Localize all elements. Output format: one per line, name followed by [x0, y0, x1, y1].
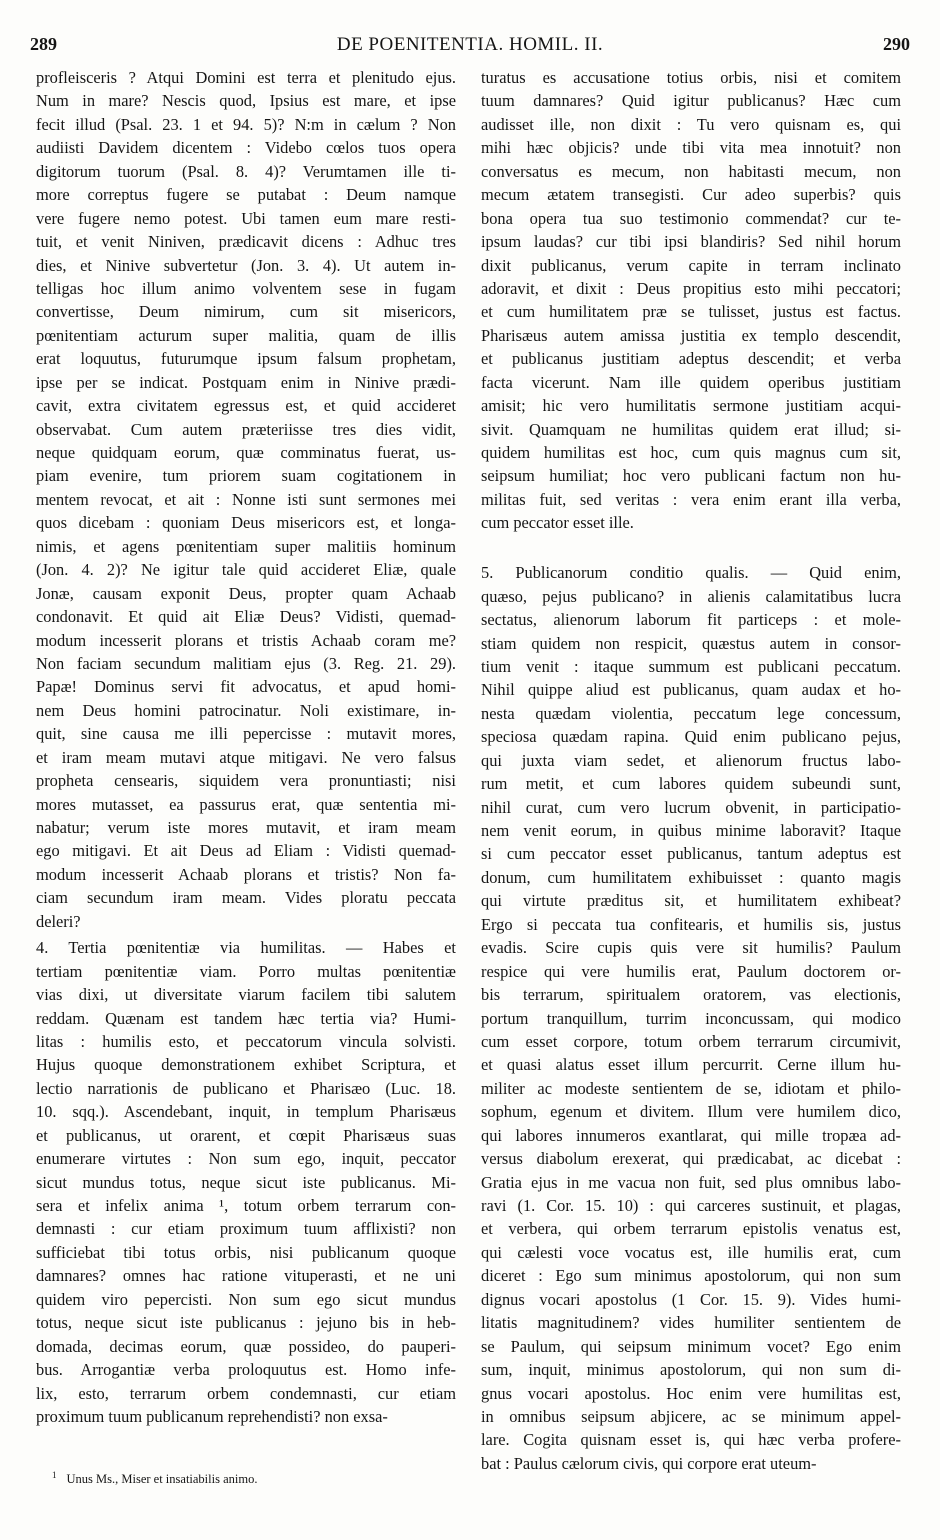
left-column-line: et iram meam mutavi atque mitigavi. Ne vero falsus: [36, 747, 456, 767]
left-column-line: lectio narrationis de publicano et Pharisæo (Luc. 18.: [36, 1078, 456, 1098]
left-column-line: sicut mundus totus, neque sicut iste publicanus. Mi-: [36, 1172, 456, 1192]
footnote-mark: 1: [52, 1470, 57, 1480]
left-column-line: mentem revocat, et ait : Nonne isti sunt sermones mei: [36, 489, 456, 509]
right-column-line: in omnibus seipsum abjicere, ac se minimum appel-: [481, 1406, 901, 1426]
left-column-line: Papæ! Dominus servi fit advocatus, et apud homi-: [36, 677, 456, 697]
running-title: DE POENITENTIA. HOMIL. II.: [336, 34, 604, 55]
left-column-line: Hujus quoque demonstrationem exhibet Scriptura, et: [36, 1055, 456, 1075]
right-column-line: Nihil quippe aliud est publicanus, quam audax et ho-: [481, 680, 901, 700]
right-column-line: lare. Cogita quisnam esset is, qui hæc verba profere-: [481, 1430, 901, 1450]
right-column-line: ravi (1. Cor. 15. 10) : qui carceres sustinuit, et plagas,: [481, 1196, 901, 1215]
right-column-line: quæso, pejus publicano? in alienis calamitatibus lucra: [481, 586, 901, 606]
right-column-line: diceret : Ego sum minimus apostolorum, qui non sum: [481, 1266, 901, 1286]
left-column-line: pœnitentiam acturum super malitia, quam de illis: [36, 325, 456, 345]
left-column-line: condonavit. Et quid ait Eliæ Deus? Vidisti, quemad-: [36, 607, 456, 627]
right-column-line: facta vicerunt. Nam ille quidem operibus justitiam: [481, 372, 901, 392]
left-column-line: nimis, et agens pœnitentiam super malitiis hominum: [36, 536, 456, 556]
right-column-line: tuum damnares? Quid igitur publicanus? Hæc cum: [481, 91, 901, 111]
right-column-line: versus diabolum erexerat, qui prædicabat, ac dicebat :: [481, 1149, 901, 1169]
right-column-line: cum esset corpore, totum orbem terrarum circumivit,: [481, 1031, 901, 1051]
footnote: [52, 1470, 257, 1487]
left-column-line: more correptus fugere se putabat : Deum namque: [36, 185, 456, 205]
left-column-line: piam evenire, tum priorem suam cogitationem in: [36, 466, 456, 486]
left-column-line: ipse per se indicat. Postquam enim in Ninive prædi-: [36, 372, 456, 392]
left-column-line: Num in mare? Nescis quod, Ipsius est mare, et ipse: [36, 91, 456, 111]
right-column-line: gnus vocari apostolus. Hoc enim vere humilitas est,: [481, 1383, 901, 1403]
right-column-line: donum, cum humilitatem exhibuisset : quanto magis: [481, 867, 901, 887]
right-column-line: evadis. Scire cupis quis vere sit humilis? Paulum: [481, 938, 901, 958]
right-column-line: bona opera tua suo testimonio commendat? cur te-: [481, 208, 901, 228]
right-column-line: adoravit, et dixit : Deus propitius esto mihi peccatori;: [481, 278, 901, 298]
left-column-line: (Jon. 4. 2)? Ne igitur tale quid accideret Eliæ, quale: [36, 560, 456, 580]
right-column-line: respice qui vere humilis erat, Paulum doctorem or-: [481, 961, 901, 981]
footnote-text: Unus Ms., Miser et insatiabilis animo.: [66, 1472, 258, 1487]
left-column-line: tertiam pœnitentiæ viam. Porro multas pœnitentiæ: [36, 961, 456, 981]
right-column-line: ipsum laudas? cur tibi ipsi blandiris? Sed nihil horum: [481, 232, 901, 252]
right-column-line: nihil curat, cum vero lucrum obvenit, in participatio-: [481, 797, 901, 817]
right-column-line: dignus vocari apostolus (1 Cor. 15. 9). Vides humi-: [481, 1289, 901, 1309]
left-text-column: [36, 66, 456, 1428]
left-column-line: vere fugere nemo potest. Ubi tamen eum mare resti-: [36, 208, 456, 228]
left-column-line: profleisceris ? Atqui Domini est terra et plenitudo ejus.: [36, 68, 456, 87]
left-column-line: nem Deus homini patrocinatur. Noli existimare, in-: [36, 700, 456, 720]
left-column-line: neque quidquam eorum, quæ comminatus fuerat, us-: [36, 443, 456, 462]
left-column-line: vias dixi, ut diversitate viarum facilem tibi salutem: [36, 985, 456, 1005]
right-column-line: et cum humilitatem præ se tulisset, justus est factus.: [481, 302, 901, 322]
left-column-line: ego mitigavi. Et ait Deus ad Eliam : Vidisti quemad-: [36, 841, 456, 861]
right-column-line: nem venit eorum, in quibus minime laboravit? Itaque: [481, 821, 901, 840]
right-column-line: qui virtute præditus sit, et humilitatem exhibeat?: [481, 891, 901, 911]
left-column-line: bus. Arrogantiæ verba proloquutus est. Homo infe-: [36, 1360, 456, 1380]
right-column-line: portum tranquillum, turrim inconcussam, qui modico: [481, 1008, 901, 1028]
right-column-line: sectatus, alienorum laborum fit particeps : et mole-: [481, 610, 901, 630]
left-column-line: demnasti : cur etiam proximum tuum afflixisti? non: [36, 1219, 456, 1239]
right-column-line: dixit publicanus, verum capite in terram inclinato: [481, 255, 901, 275]
right-column-line: cum peccator esset ille.: [481, 513, 634, 533]
right-column-line: litatis magnitudinem? vides humiliter sentientem de: [481, 1313, 901, 1333]
right-column-line: Pharisæus autem amissa justitia ex templo descendit,: [481, 325, 901, 345]
left-column-line: ciam secundum iram meam. Vides ploratu peccata: [36, 888, 456, 908]
left-column-line: digitorum tuorum (Psal. 8. 4)? Verumtamen ille ti-: [36, 161, 456, 181]
right-column-spacer: [481, 535, 901, 558]
page-number-left: 289: [30, 34, 57, 54]
right-column-line: seipsum humiliat; hoc vero publicani factum non hu-: [481, 466, 901, 486]
right-column-line: Ergo si peccata tua confitearis, et humilis sis, justus: [481, 914, 901, 934]
right-column-line: qui labores innumeros exantlarat, qui mille tropæa ad-: [481, 1125, 901, 1145]
right-column-line: et verbera, qui orbem terrarum epistolis venatus est,: [481, 1219, 901, 1239]
right-text-column: [481, 66, 901, 1475]
right-column-line: mihi hæc objicis? unde tibi vita mea innotuit? non: [481, 138, 901, 158]
right-column-line: se Paulum, qui seipsum minimum vocet? Ego enim: [481, 1336, 901, 1356]
right-column-line: si cum peccator esset publicanus, tantum adeptus est: [481, 844, 901, 864]
right-column-line: stiam quidem non respicit, quæstus autem in consor-: [481, 633, 901, 653]
left-column-line: tuit, et venit Niniven, prædicavit dicens : Adhuc tres: [36, 232, 456, 252]
right-column-line: militas fuit, sed veritas : vera enim erant illa verba,: [481, 489, 901, 509]
page-number-right: 290: [883, 34, 910, 54]
right-column-line: qui cælesti voce vocatus est, ille humilis erat, cum: [481, 1242, 901, 1262]
left-column-line: damnares? omnes hac ratione vituperasti, et ne uni: [36, 1266, 456, 1286]
left-column-line: enumerare virtutes : Non sum ego, inquit, peccator: [36, 1149, 456, 1169]
right-column-line: bis terrarum, spiritualem oratorem, vas electionis,: [481, 985, 901, 1005]
left-column-line: totus, neque sicut iste publicanus : jejuno bis in heb-: [36, 1313, 456, 1333]
right-column-line: amisit; hic vero humilitatis sermone justitiam acqui-: [481, 396, 901, 416]
left-column-line: domada, decimas eorum, quæ possideo, do pauperi-: [36, 1336, 456, 1356]
left-column-line: lix, esto, terrarum orbem condemnasti, cur etiam: [36, 1383, 456, 1403]
left-column-line: convertisse, Deum nimirum, cum sit misericors,: [36, 302, 456, 322]
left-column-line: fecit illud (Psal. 23. 1 et 94. 5)? N:m in cælum ? Non: [36, 114, 456, 134]
right-column-line: tium venit : itaque summum est publicani peccatum.: [481, 656, 901, 676]
left-column-line: telligas hoc illum animo volventem sese in fugam: [36, 278, 456, 298]
left-column-line: quit, sine causa me illi pepercisse : mutavit mores,: [36, 724, 456, 744]
left-column-line: et publicanus, ut orarent, et cœpit Pharisæus suas: [36, 1125, 456, 1145]
right-column-line: et publicanus justitiam adeptus descendit; et verba: [481, 349, 901, 369]
left-column-line: audiisti Davidem dicentem : Videbo cœlos tuos opera: [36, 138, 456, 158]
right-column-line: et quasi alatus esset illum percurrit. Cerne illum hu-: [481, 1055, 901, 1075]
right-column-line: audisset ille, non dixit : Tu vero quisnam es, qui: [481, 114, 901, 134]
left-column-line: Non faciam secundum malitiam ejus (3. Reg. 21. 29).: [36, 653, 456, 673]
left-column-line: observabat. Cum autem præteriisse tres dies vidit,: [36, 419, 456, 439]
left-column-line: proximum tuum publicanum reprehendisti? non exsa-: [36, 1406, 388, 1426]
right-column-line: quidem humilitas est hoc, cum quis magnus cum sit,: [481, 443, 901, 462]
right-column-line: qui juxta viam sedet, et alienorum fructus labo-: [481, 750, 901, 770]
left-column-line: quos dicebam : quoniam Deus misericors est, et longa-: [36, 513, 456, 533]
left-column-line: sera et infelix anima ¹, totum orbem terrarum con-: [36, 1196, 456, 1215]
right-column-line: sum, inquit, minimus apostolorum, qui non sum di-: [481, 1360, 901, 1380]
right-column-line: turatus es accusatione totius orbis, nisi et comitem: [481, 68, 901, 87]
right-column-line: sophum, egenum et divitem. Illum vere humilem dico,: [481, 1102, 901, 1122]
right-column-line: mecum ætatem transegisti. Cur adeo superbis? quis: [481, 185, 901, 205]
left-column-line: erat loquutus, futurumque ipsum falsum prophetam,: [36, 349, 456, 369]
left-column-line: quidem viro pepercisti. Non sum ego sicut mundus: [36, 1289, 456, 1309]
right-column-line: Gratia ejus in me vacua non fuit, sed plus omnibus labo-: [481, 1172, 901, 1192]
left-column-line: sufficiebat tibi totus orbis, nisi publicanum quoque: [36, 1242, 456, 1262]
right-column-line: rum metit, et cum labores quidem subeundi sunt,: [481, 774, 901, 794]
right-column-line: conversatus es mecum, non habitasti mecum, non: [481, 161, 901, 181]
left-column-line: mores mutasset, ea passurus erat, quæ sententia mi-: [36, 794, 456, 814]
right-column-line: militer ac modeste sentientem de se, idiotam et philo-: [481, 1078, 901, 1098]
right-column-line: 5. Publicanorum conditio qualis. — Quid enim,: [481, 563, 901, 583]
left-column-line: modum incesserit plorans et tristis Achaab coram me?: [36, 630, 456, 650]
left-column-line: 4. Tertia pœnitentiæ via humilitas. — Habes et: [36, 938, 456, 958]
left-column-line: modum incesserit Achaab plorans et tristis? Non fa-: [36, 864, 456, 884]
right-column-line: sivit. Quamquam ne humilitas quidem erat illud; si-: [481, 419, 901, 439]
right-column-line: nesta quædam violentia, peccatum lege concessum,: [481, 703, 901, 723]
left-column-line: dies, et Ninive subvertetur (Jon. 3. 4). Ut autem in-: [36, 255, 456, 275]
left-column-line: propheta censearis, siquidem vera pronuntiasti; nisi: [36, 771, 456, 791]
left-column-line: deleri?: [36, 911, 81, 931]
running-head: [30, 34, 910, 56]
right-column-line: bat : Paulus cælorum civis, qui corpore erat uteum-: [481, 1453, 817, 1473]
left-column-line: Jonæ, causam exponit Deus, propter quam Achaab: [36, 583, 456, 603]
left-column-line: 10. sqq.). Ascendebant, inquit, in templum Pharisæus: [36, 1102, 456, 1122]
left-column-line: nabatur; verum iste mores mutavit, et iram meam: [36, 818, 456, 837]
right-column-line: speciosa quædam rapina. Quid enim publicano pejus,: [481, 727, 901, 747]
left-column-line: litas : humilis esto, et peccatorum vincula solvisti.: [36, 1031, 456, 1051]
left-column-line: cavit, extra civitatem egressus est, et quid accideret: [36, 396, 456, 416]
left-column-line: reddam. Quænam est tandem hæc tertia via? Humi-: [36, 1008, 456, 1028]
